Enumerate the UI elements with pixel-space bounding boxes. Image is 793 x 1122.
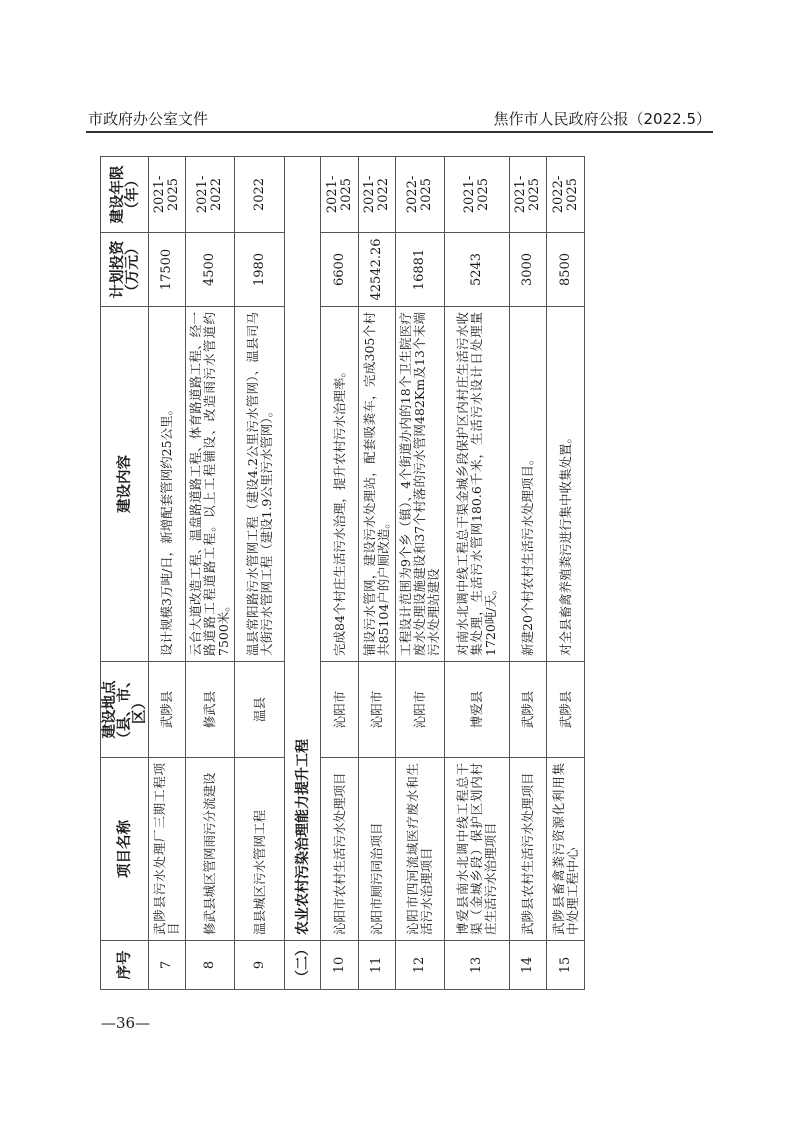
cell-location: 博爱县 <box>445 662 510 758</box>
table-row <box>235 157 285 990</box>
cell-name: 武陟县畜禽粪污资源化利用集中处理工程中心 <box>547 758 585 941</box>
table-row <box>321 157 359 990</box>
cell-no: 10 <box>321 941 359 990</box>
cell-content: 完成84个村庄生活污水治理，提升农村污水治理率。 <box>321 307 359 662</box>
cell-no: 12 <box>396 941 445 990</box>
cell-years: 2022-2025 <box>396 157 445 233</box>
cell-content: 新建20个村农村生活污水处理项目。 <box>510 307 547 662</box>
cell-investment: 16881 <box>396 233 445 307</box>
cell-location: 修武县 <box>186 662 235 758</box>
cell-no: 8 <box>186 941 235 990</box>
table-header-row <box>101 157 149 990</box>
col-header-location: 建设地点（县、市、区） <box>101 662 149 758</box>
cell-name: 沁阳市厕污同治项目 <box>359 758 396 941</box>
col-header-name: 项目名称 <box>101 758 149 941</box>
cell-name: 修武县城区管网雨污分流建设 <box>186 758 235 941</box>
running-header-right: 焦作市人民政府公报（2022.5） <box>493 110 711 128</box>
cell-investment: 8500 <box>547 233 585 307</box>
cell-no: 9 <box>235 941 285 990</box>
table-row <box>359 157 396 990</box>
table-row <box>149 157 186 990</box>
cell-name: 温县城区污水管网工程 <box>235 758 285 941</box>
cell-name: 博爱县南水北调中线工程总干渠（金城乡段）保护区划内村庄生活污水治理项目 <box>445 758 510 941</box>
cell-location: 温县 <box>235 662 285 758</box>
cell-investment: 1980 <box>235 233 285 307</box>
section-row <box>285 157 321 990</box>
cell-years: 2021-2022 <box>359 157 396 233</box>
cell-content: 设计规模3万吨/日，新增配套管网约25公里。 <box>149 307 186 662</box>
cell-name: 武陟县污水处理厂三期工程项目 <box>149 758 186 941</box>
cell-no: 14 <box>510 941 547 990</box>
table-row <box>186 157 235 990</box>
cell-no: 15 <box>547 941 585 990</box>
col-header-investment: 计划投资（万元） <box>101 233 149 307</box>
cell-content: 对全县畜禽养殖粪污进行集中收集处置。 <box>547 307 585 662</box>
cell-content: 对南水北调中线工程总干渠金城乡段保护区内村庄生活污水收集处理，生活污水管网180.6千米，生活污水设计日处理量1720吨/天。 <box>445 307 510 662</box>
cell-years: 2022-2025 <box>547 157 585 233</box>
cell-location: 沁阳市 <box>396 662 445 758</box>
running-header-left: 市政府办公室文件 <box>88 110 209 128</box>
cell-location: 武陟县 <box>149 662 186 758</box>
cell-investment: 42542.26 <box>359 233 396 307</box>
cell-years: 2021-2025 <box>321 157 359 233</box>
table-row <box>445 157 510 990</box>
cell-name: 沁阳市四河流域医疗废水和生活污水治理项目 <box>396 758 445 941</box>
col-header-content: 建设内容 <box>101 307 149 662</box>
cell-location: 武陟县 <box>510 662 547 758</box>
cell-investment: 17500 <box>149 233 186 307</box>
cell-content: 铺设污水管网，建设污水处理站，配套吸粪车，完成305个村共85104户的户厕改造。 <box>359 307 396 662</box>
cell-name: 沁阳市农村生活污水处理项目 <box>321 758 359 941</box>
table-row <box>396 157 445 990</box>
cell-location: 武陟县 <box>547 662 585 758</box>
cell-no: 7 <box>149 941 186 990</box>
cell-content: 云台大道改造工程、温盘路道路工程、体育路道路工程、经一路道路工程道路工程。以上工程铺设、改造雨污水管道约7500米。 <box>186 307 235 662</box>
table-row <box>547 157 585 990</box>
section-number: （二） <box>285 941 321 990</box>
cell-years: 2022 <box>235 157 285 233</box>
cell-no: 13 <box>445 941 510 990</box>
cell-investment: 4500 <box>186 233 235 307</box>
cell-content: 工程设计范围为9个乡（镇）、4个街道办内的18个卫生院医疗废水处理设施建设和37个村落的污水管网482Km及13个末端污水处理站建设 <box>396 307 445 662</box>
col-header-years: 建设年限（年） <box>101 157 149 233</box>
cell-investment: 3000 <box>510 233 547 307</box>
cell-content: 温县常阳路污水管网工程（建设4.2公里污水管网）、温县司马大街污水管网工程（建设1.9公里污水管网）。 <box>235 307 285 662</box>
cell-location: 沁阳市 <box>321 662 359 758</box>
cell-years: 2021-2025 <box>445 157 510 233</box>
cell-investment: 6600 <box>321 233 359 307</box>
cell-years: 2021-2025 <box>510 157 547 233</box>
table-row <box>510 157 547 990</box>
header-divider <box>86 131 713 133</box>
cell-name: 武陟县农村生活污水处理项目 <box>510 758 547 941</box>
cell-location: 沁阳市 <box>359 662 396 758</box>
project-table <box>100 156 585 990</box>
col-header-no: 序号 <box>101 941 149 990</box>
cell-investment: 5243 <box>445 233 510 307</box>
table-container <box>100 157 580 990</box>
section-title: 农业农村污染治理能力提升工程 <box>285 157 321 941</box>
cell-no: 11 <box>359 941 396 990</box>
cell-years: 2021-2025 <box>149 157 186 233</box>
cell-years: 2021-2022 <box>186 157 235 233</box>
page-number: —36— <box>101 1014 151 1032</box>
